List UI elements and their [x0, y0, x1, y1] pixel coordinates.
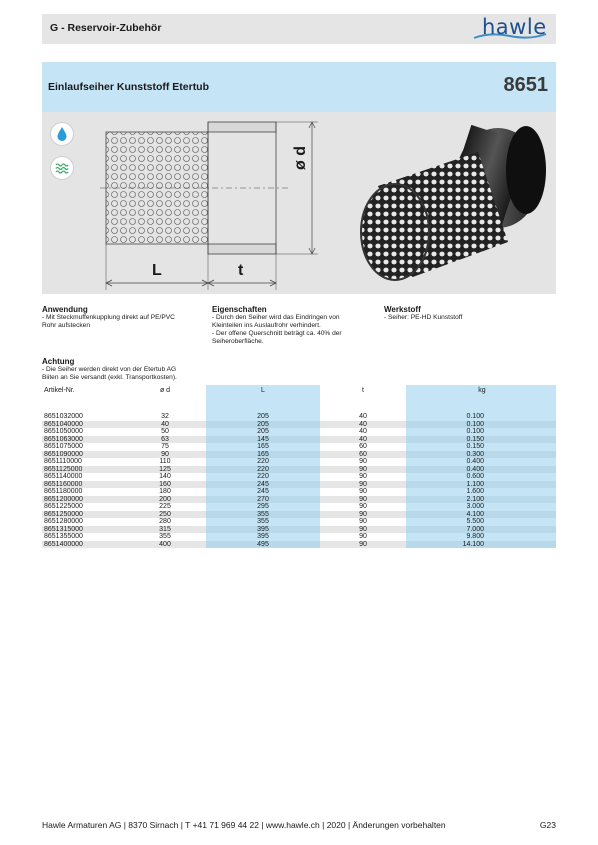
table-row	[42, 541, 556, 549]
cell-diameter: 110	[159, 458, 171, 465]
cell-t: 90	[359, 518, 367, 525]
product-photo	[358, 122, 554, 290]
cell-artikel: 8651125000	[42, 466, 124, 474]
page-number: G23	[539, 820, 556, 830]
dim-diameter-label: ø d	[292, 146, 309, 170]
cell-artikel: 8651355000	[44, 533, 83, 540]
cell-t: 90	[359, 533, 367, 540]
cell-diameter: 200	[124, 496, 206, 504]
cell-artikel: 8651063000	[42, 436, 124, 444]
cell-artikel: 8651180000	[44, 488, 83, 495]
product-number: 8651	[503, 74, 548, 96]
cell-diameter: 75	[161, 443, 169, 450]
table-row	[42, 443, 556, 451]
achtung-line: - Die Seiher werden direkt von der Etertub AG	[42, 366, 177, 373]
cell-t: 90	[320, 466, 406, 474]
col-header-length: L	[206, 385, 320, 413]
cell-kg: 0.400	[406, 466, 556, 474]
cell-kg: 14.100	[406, 541, 556, 549]
cell-t: 90	[359, 488, 367, 495]
cell-diameter: 250	[124, 511, 206, 519]
cell-diameter: 90	[124, 451, 206, 459]
table-row	[42, 421, 556, 429]
cell-length: 495	[206, 541, 320, 549]
anwendung-line: Rohr aufstecken	[42, 322, 91, 329]
logo-text: hawle	[482, 15, 547, 39]
table-row	[42, 488, 556, 496]
anwendung-block	[42, 305, 175, 330]
cell-length: 355	[206, 511, 320, 519]
anwendung-text	[42, 314, 175, 330]
table-row	[42, 466, 556, 474]
cell-kg: 5.500	[406, 518, 556, 526]
cell-kg: 1.100	[406, 481, 556, 489]
hawle-logo	[470, 16, 550, 42]
cell-kg: 0.150	[406, 443, 556, 451]
cell-diameter: 280	[159, 518, 171, 525]
cell-t: 40	[359, 428, 367, 435]
cell-kg: 0.400	[406, 458, 556, 466]
cell-length: 165	[206, 443, 320, 451]
table-row	[42, 458, 556, 466]
cell-t: 90	[320, 541, 406, 549]
cell-diameter: 225	[159, 503, 171, 510]
cell-kg: 0.600	[406, 473, 556, 481]
product-image-band	[42, 112, 556, 294]
col-header-artikel: Artikel-Nr.	[44, 387, 75, 394]
technical-drawing	[92, 118, 332, 290]
cell-kg: 0.100	[406, 413, 556, 421]
cell-t: 90	[320, 526, 406, 534]
table-row	[42, 413, 556, 421]
cell-diameter: 160	[124, 481, 206, 489]
dim-length-label: L	[152, 262, 162, 279]
cell-t: 90	[359, 458, 367, 465]
cell-length: 245	[206, 488, 320, 496]
cell-diameter: 125	[124, 466, 206, 474]
cell-diameter: 400	[124, 541, 206, 549]
cell-kg: 9.800	[406, 533, 556, 541]
cell-kg: 4.100	[406, 511, 556, 519]
cell-diameter: 32	[161, 413, 169, 420]
cell-kg: 3.000	[406, 503, 556, 511]
cell-diameter: 40	[124, 421, 206, 429]
cell-length: 395	[206, 533, 320, 541]
cell-artikel: 8651400000	[42, 541, 124, 549]
dim-t-label: t	[238, 262, 244, 279]
cell-length: 220	[206, 473, 320, 481]
cell-kg: 0.150	[406, 436, 556, 444]
cell-artikel: 8651140000	[44, 473, 83, 480]
cell-kg: 7.000	[406, 526, 556, 534]
footer-text: Hawle Armaturen AG | 8370 Sirnach | T +41 71 969 44 22 | www.hawle.ch | 2020 | Änderungen vorbehalten	[42, 820, 446, 830]
anwendung-line: - Mit Steckmuffenkupplung direkt auf PE/PVC	[42, 314, 175, 321]
cell-diameter: 63	[124, 436, 206, 444]
eigenschaften-block	[212, 305, 342, 346]
table-row	[42, 503, 556, 511]
cell-length: 245	[206, 481, 320, 489]
werkstoff-text	[384, 314, 462, 322]
eigenschaften-heading: Eigenschaften	[212, 305, 267, 314]
table-row	[42, 428, 556, 436]
cell-t: 40	[320, 436, 406, 444]
product-name: Einlaufseiher Kunststoff Etertub	[48, 81, 210, 93]
table-row	[42, 473, 556, 481]
cell-artikel: 8651315000	[42, 526, 124, 534]
water-drop-icon	[50, 122, 74, 146]
table-row	[42, 511, 556, 519]
cell-artikel: 8651200000	[42, 496, 124, 504]
cell-kg: 2.100	[406, 496, 556, 504]
table-row	[42, 436, 556, 444]
table-row	[42, 533, 556, 541]
eigenschaften-line: - Durch den Seiher wird das Eindringen von	[212, 314, 340, 321]
cell-diameter: 180	[159, 488, 171, 495]
cell-length: 395	[206, 526, 320, 534]
eigenschaften-text	[212, 314, 342, 346]
table-row	[42, 526, 556, 534]
cell-artikel: 8651050000	[44, 428, 83, 435]
cell-length: 205	[206, 421, 320, 429]
cell-diameter: 355	[159, 533, 171, 540]
cell-diameter: 50	[161, 428, 169, 435]
table-header-row	[42, 385, 556, 413]
cell-t: 60	[359, 443, 367, 450]
cell-length: 220	[206, 458, 320, 466]
achtung-heading: Achtung	[42, 357, 75, 366]
cell-length: 270	[206, 496, 320, 504]
col-header-diameter: ø d	[159, 387, 171, 394]
cell-t: 90	[359, 473, 367, 480]
cell-length: 355	[206, 518, 320, 526]
product-title-bar	[42, 62, 556, 112]
cell-length: 145	[206, 436, 320, 444]
achtung-line: Biiten an Sie versandt (exkl. Transportkosten).	[42, 374, 177, 381]
cell-kg: 0.100	[406, 421, 556, 429]
werkstoff-block	[384, 305, 462, 322]
cell-t: 60	[320, 451, 406, 459]
eigenschaften-line: Seiheroberfläche.	[212, 338, 264, 345]
article-table	[42, 385, 556, 548]
header-bar	[42, 14, 556, 44]
achtung-text	[42, 366, 177, 382]
table-row	[42, 518, 556, 526]
waves-icon	[50, 156, 74, 180]
cell-artikel: 8651040000	[42, 421, 124, 429]
table-row	[42, 481, 556, 489]
cell-artikel: 8651160000	[42, 481, 124, 489]
cell-artikel: 8651075000	[44, 443, 83, 450]
cell-kg: 0.300	[406, 451, 556, 459]
eigenschaften-line: Kleinteilen ins Auslaufrohr verhindert.	[212, 322, 321, 329]
cell-kg: 0.100	[406, 428, 556, 436]
cell-diameter: 140	[159, 473, 171, 480]
section-title: G - Reservoir-Zubehör	[50, 22, 162, 34]
werkstoff-line: - Seiher: PE-HD Kunststoff	[384, 314, 463, 321]
cell-artikel: 8651280000	[44, 518, 83, 525]
cell-artikel: 8651110000	[44, 458, 82, 465]
cell-artikel: 8651250000	[42, 511, 124, 519]
cell-t: 90	[320, 481, 406, 489]
werkstoff-heading: Werkstoff	[384, 305, 421, 314]
achtung-block	[42, 357, 177, 382]
anwendung-heading: Anwendung	[42, 305, 88, 314]
cell-t: 90	[320, 511, 406, 519]
cell-t: 40	[359, 413, 367, 420]
cell-kg: 1.600	[406, 488, 556, 496]
cell-artikel: 8651225000	[44, 503, 83, 510]
cell-t: 90	[359, 503, 367, 510]
cell-artikel: 8651090000	[42, 451, 124, 459]
cell-length: 220	[206, 466, 320, 474]
cell-artikel: 8651032000	[44, 413, 83, 420]
cell-diameter: 315	[124, 526, 206, 534]
cell-length: 165	[206, 451, 320, 459]
cell-length: 205	[206, 428, 320, 436]
col-header-t: t	[362, 387, 364, 394]
cell-length: 295	[206, 503, 320, 511]
table-row	[42, 496, 556, 504]
cell-t: 90	[320, 496, 406, 504]
eigenschaften-line: - Der offene Querschnitt beträgt ca. 40% der	[212, 330, 342, 337]
table-row	[42, 451, 556, 459]
cell-length: 205	[206, 413, 320, 421]
col-header-kg: kg	[406, 385, 556, 413]
cell-t: 40	[320, 421, 406, 429]
